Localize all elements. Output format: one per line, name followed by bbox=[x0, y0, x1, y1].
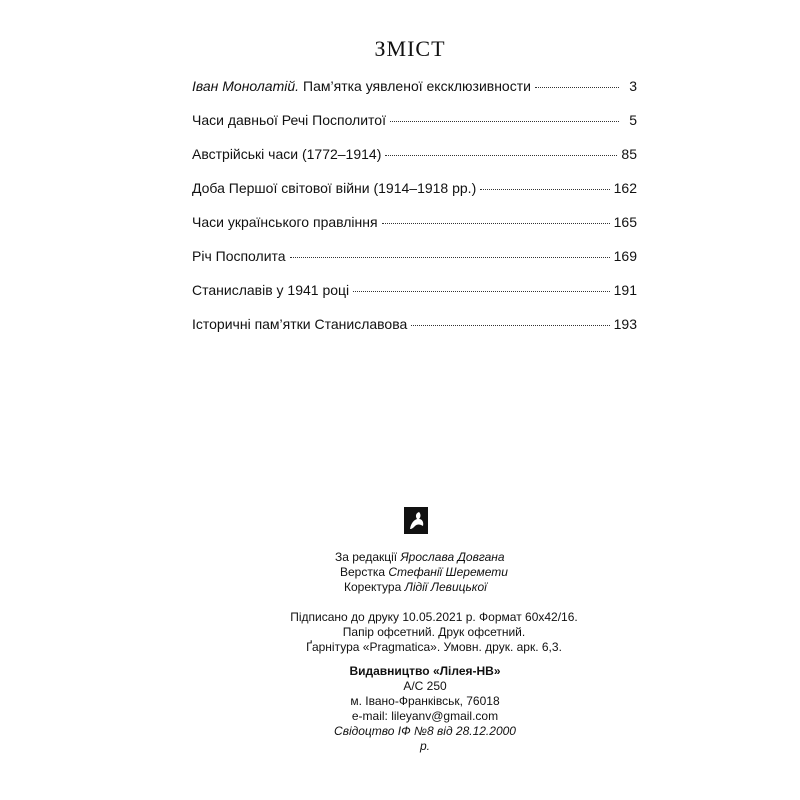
toc-entry-page: 5 bbox=[629, 112, 637, 128]
toc-entry-page: 191 bbox=[613, 282, 637, 298]
toc-entry-page: 85 bbox=[621, 146, 637, 162]
toc-title: ЗМІСТ bbox=[374, 36, 446, 61]
toc-entry-title: Часи давньої Речі Посполитої bbox=[192, 112, 386, 128]
dot-leader bbox=[480, 189, 609, 190]
publisher-city: м. Івано-Франківськ, 76018 bbox=[350, 694, 500, 708]
print-info-line: Папір офсетний. Друк офсетний. bbox=[342, 625, 526, 639]
toc-entry bbox=[192, 316, 637, 350]
toc-entry-title: Австрійські часи (1772–1914) bbox=[192, 146, 382, 162]
dot-leader bbox=[411, 325, 609, 326]
toc-entry bbox=[192, 146, 637, 180]
dot-leader bbox=[353, 291, 609, 292]
layout-name: Стефанії Шеремети bbox=[388, 565, 508, 579]
print-info bbox=[274, 610, 594, 655]
dot-leader bbox=[535, 87, 619, 88]
toc-entry bbox=[192, 214, 637, 248]
toc-entry-title: Історичні пам’ятки Станиславова bbox=[192, 316, 408, 332]
toc-entry-page: 162 bbox=[613, 180, 637, 196]
editor-label: За редакції bbox=[335, 550, 398, 564]
toc-entry-title: Часи українського правління bbox=[192, 214, 378, 230]
publisher-certificate: Свідоцтво ІФ №8 від 28.12.2000 р. bbox=[334, 724, 516, 753]
toc-entry-title: Доба Першої світової війни (1914–1918 рр.) bbox=[192, 180, 477, 196]
publisher-email: e-mail: lileyanv@gmail.com bbox=[351, 709, 499, 723]
toc-entry bbox=[192, 282, 637, 316]
toc-entry-title: Пам’ятка уявленої ексклюзивности bbox=[303, 78, 531, 94]
proof-name: Лідії Левицької bbox=[404, 580, 487, 594]
proof-credit bbox=[335, 580, 508, 595]
proof-label: Коректура bbox=[344, 580, 402, 594]
toc-entry-author: Іван Монолатій. bbox=[192, 78, 300, 94]
publisher-name: Видавництво «Лілея-НВ» bbox=[349, 664, 501, 678]
toc-entry bbox=[192, 112, 637, 146]
toc-entry-title: Станиславів у 1941 році bbox=[192, 282, 350, 298]
dot-leader bbox=[290, 257, 610, 258]
toc-entry bbox=[192, 78, 637, 112]
editor-name: Ярослава Довгана bbox=[400, 550, 505, 564]
dot-leader bbox=[390, 121, 619, 122]
layout-credit bbox=[335, 565, 508, 580]
toc-entry bbox=[192, 180, 637, 214]
print-info-line: Ґарнітура «Pragmatica». Умовн. друк. арк. 6,3. bbox=[306, 640, 562, 654]
toc-entry-title: Річ Посполита bbox=[192, 248, 286, 264]
dot-leader bbox=[385, 155, 617, 156]
toc-entry-page: 3 bbox=[629, 78, 637, 94]
publisher-info bbox=[330, 664, 520, 754]
toc-list bbox=[192, 78, 637, 350]
publisher-logo-icon bbox=[404, 507, 428, 534]
toc-entry-page: 165 bbox=[613, 214, 637, 230]
dot-leader bbox=[382, 223, 610, 224]
toc-entry bbox=[192, 248, 637, 282]
toc-entry-page: 169 bbox=[613, 248, 637, 264]
toc-entry-page: 193 bbox=[613, 316, 637, 332]
print-info-line: Підписано до друку 10.05.2021 р. Формат 60х42/16. bbox=[290, 610, 578, 624]
publisher-po-box: А/С 250 bbox=[403, 679, 447, 693]
credits-block bbox=[335, 550, 508, 595]
editor-credit bbox=[335, 550, 508, 565]
layout-label: Верстка bbox=[340, 565, 386, 579]
